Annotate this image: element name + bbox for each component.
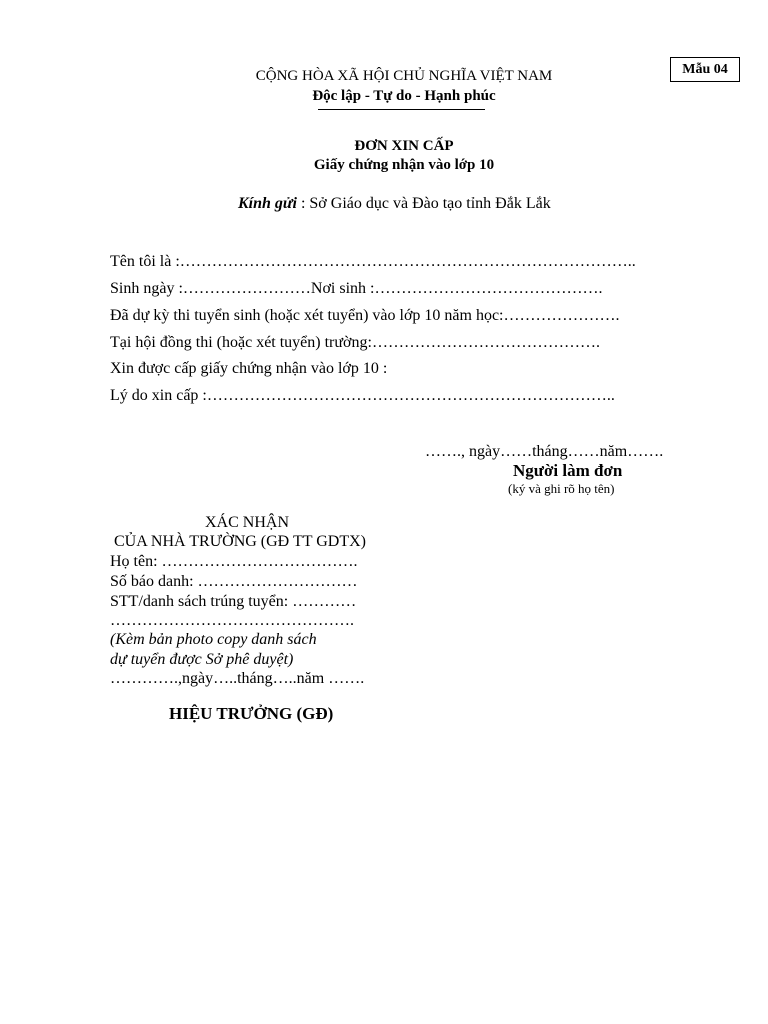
verification-note-2: dự tuyển được Sở phê duyệt) [110,651,294,668]
applicant-title: Người làm đơn [513,461,623,480]
field-birth: Sinh ngày :……………………Nơi sinh :……………………………………. [110,280,603,297]
verification-title: XÁC NHẬN [205,514,289,531]
verification-note-1: (Kèm bản photo copy danh sách [110,631,317,648]
form-code-box: Mẫu 04 [670,57,740,82]
recipient-line [238,195,551,213]
document-title: ĐƠN XIN CẤP [354,138,454,154]
verification-dots: ………………………………………. [110,612,354,629]
recipient-text: : Sở Giáo dục và Đào tạo tỉnh Đắk Lắk [296,195,551,212]
country-header: CỘNG HÒA XÃ HỘI CHỦ NGHĨA VIỆT NAM [255,68,553,84]
motto: Độc lập - Tự do - Hạnh phúc [312,88,496,104]
applicant-date-line: ……., ngày……tháng……năm……. [425,443,664,460]
field-request: Xin được cấp giấy chứng nhận vào lớp 10 : [110,360,388,377]
field-name: Tên tôi là :………………………………………………………………………….. [110,253,636,270]
verification-name: Họ tên: ………………………………. [110,553,358,570]
verification-stt: STT/danh sách trúng tuyển: ………… [110,593,357,610]
field-reason: Lý do xin cấp :………………………………………………………………….. [110,387,615,404]
verification-date-line: ………….,ngày…..tháng…..năm ……. [110,670,365,687]
recipient-label: Kính gửi [238,195,297,212]
motto-underline [318,109,485,110]
field-exam-council: Tại hội đồng thi (hoặc xét tuyển) trường:……………………………………. [110,334,600,351]
applicant-note: (ký và ghi rõ họ tên) [508,481,615,496]
verification-candidate-number: Số báo danh: ………………………… [110,573,358,590]
verification-subtitle: CỦA NHÀ TRƯỜNG (GĐ TT GDTX) [114,533,366,550]
document-subtitle: Giấy chứng nhận vào lớp 10 [313,157,495,173]
field-exam-year: Đã dự kỳ thi tuyển sinh (hoặc xét tuyển) vào lớp 10 năm học:…………………. [110,307,620,324]
principal-signature-title: HIỆU TRƯỞNG (GĐ) [169,704,334,723]
